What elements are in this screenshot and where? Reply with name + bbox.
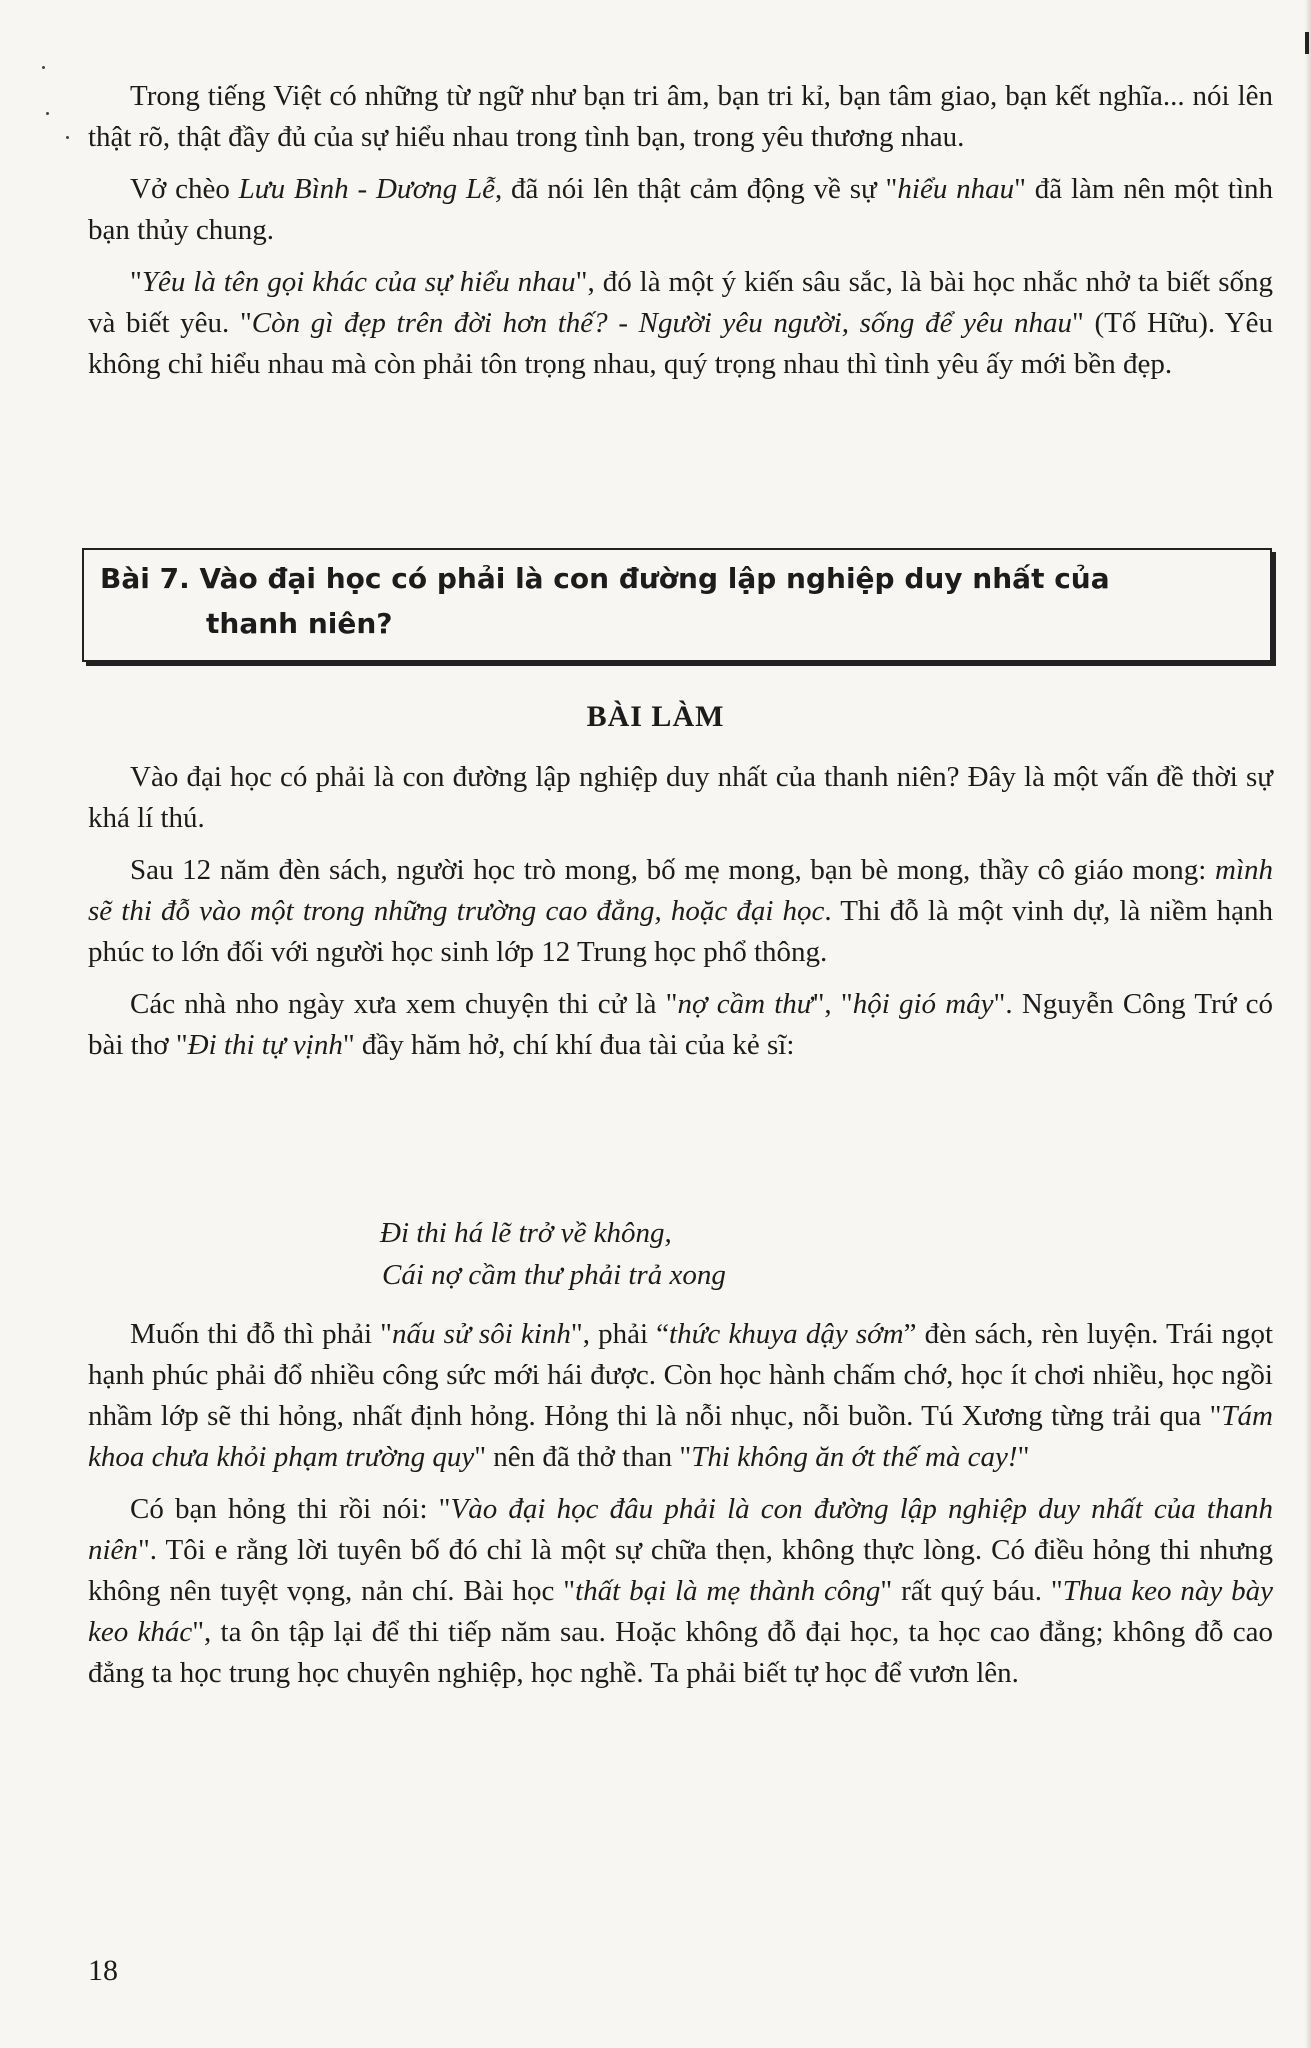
paragraph: Vào đại học có phải là con đường lập nghiệp duy nhất của thanh niên? Đây là một vấn đề thời sự khá lí thú. [88,761,1273,834]
intro-section [88,76,1273,396]
paragraph: Vở chèo Lưu Bình - Dương Lễ, đã nói lên thật cảm động về sự "hiểu nhau" đã làm nên một tình bạn thủy chung. [88,173,1273,246]
exercise-title-box [82,548,1272,662]
paragraph: Sau 12 năm đèn sách, người học trò mong, bố mẹ mong, bạn bè mong, thầy cô giáo mong: mình sẽ thi đỗ vào một trong những trường cao đẳng, hoặc đại học. Thi đỗ là một vinh dự, là niềm hạnh phúc to lớn đối với người học sinh lớp 12 Trung học phổ thông. [88,854,1273,968]
scan-speck [42,66,45,69]
section-heading: BÀI LÀM [586,700,725,733]
exercise-title-line: thanh niên? [206,607,393,640]
paragraph: "Yêu là tên gọi khác của sự hiểu nhau", đó là một ý kiến sâu sắc, là bài học nhắc nhở ta biết sống và biết yêu. "Còn gì đẹp trên đời hơn thế? - Người yêu người, sống để yêu nhau" (Tố Hữu). Yêu không chỉ hiểu nhau mà còn phải tôn trọng nhau, quý trọng nhau thì tình yêu ấy mới bền đẹp. [88,266,1273,380]
page-edge-mark [1305,32,1309,54]
scan-speck [66,136,69,139]
paragraph: Có bạn hỏng thi rồi nói: "Vào đại học đâu phải là con đường lập nghiệp duy nhất của thanh niên". Tôi e rằng lời tuyên bố đó chỉ là một sự chữa thẹn, không thực lòng. Có điều hỏng thi nhưng không nên tuyệt vọng, nản chí. Bài học "thất bại là mẹ thành công" rất quý báu. "Thua keo này bày keo khác", ta ôn tập lại để thi tiếp năm sau. Hoặc không đỗ đại học, ta học cao đẳng; không đỗ cao đẳng ta học trung học chuyên nghiệp, học nghề. Ta phải biết tự học để vươn lên. [88,1493,1273,1689]
poem-line: Đi thi há lẽ trở về không, [380,1217,672,1249]
page-number: 18 [88,1954,118,1987]
exercise-title-line: Bài 7. Vào đại học có phải là con đường lập nghiệp duy nhất của [100,562,1110,595]
poem-quote [380,1212,726,1296]
scan-speck [46,112,49,115]
paragraph: Muốn thi đỗ thì phải "nấu sử sôi kinh", phải “thức khuya dậy sớm” đèn sách, rèn luyện. Trái ngọt hạnh phúc phải đổ nhiều công sức mới hái được. Còn học hành chấm chớ, học ít chơi nhiều, học ngồi nhầm lớp sẽ thi hỏng, nhất định hỏng. Hỏng thi là nỗi nhục, nỗi buồn. Tú Xương từng trải qua "Tám khoa chưa khỏi phạm trường quy" nên đã thở than "Thi không ăn ớt thế mà cay!" [88,1318,1273,1473]
paragraph: Các nhà nho ngày xưa xem chuyện thi cử là "nợ cầm thư", "hội gió mây". Nguyễn Công Trứ có bài thơ "Đi thi tự vịnh" đầy hăm hở, chí khí đua tài của kẻ sĩ: [88,988,1273,1061]
essay-part-2 [88,1314,1273,1705]
paragraph: Trong tiếng Việt có những từ ngữ như bạn tri âm, bạn tri kỉ, bạn tâm giao, bạn kết nghĩa... nói lên thật rõ, thật đầy đủ của sự hiểu nhau trong tình bạn, trong yêu thương nhau. [88,80,1273,153]
essay-part-1 [88,757,1273,1077]
page-edge [1305,0,1311,2048]
poem-line: Cái nợ cầm thư phải trả xong [382,1259,726,1291]
